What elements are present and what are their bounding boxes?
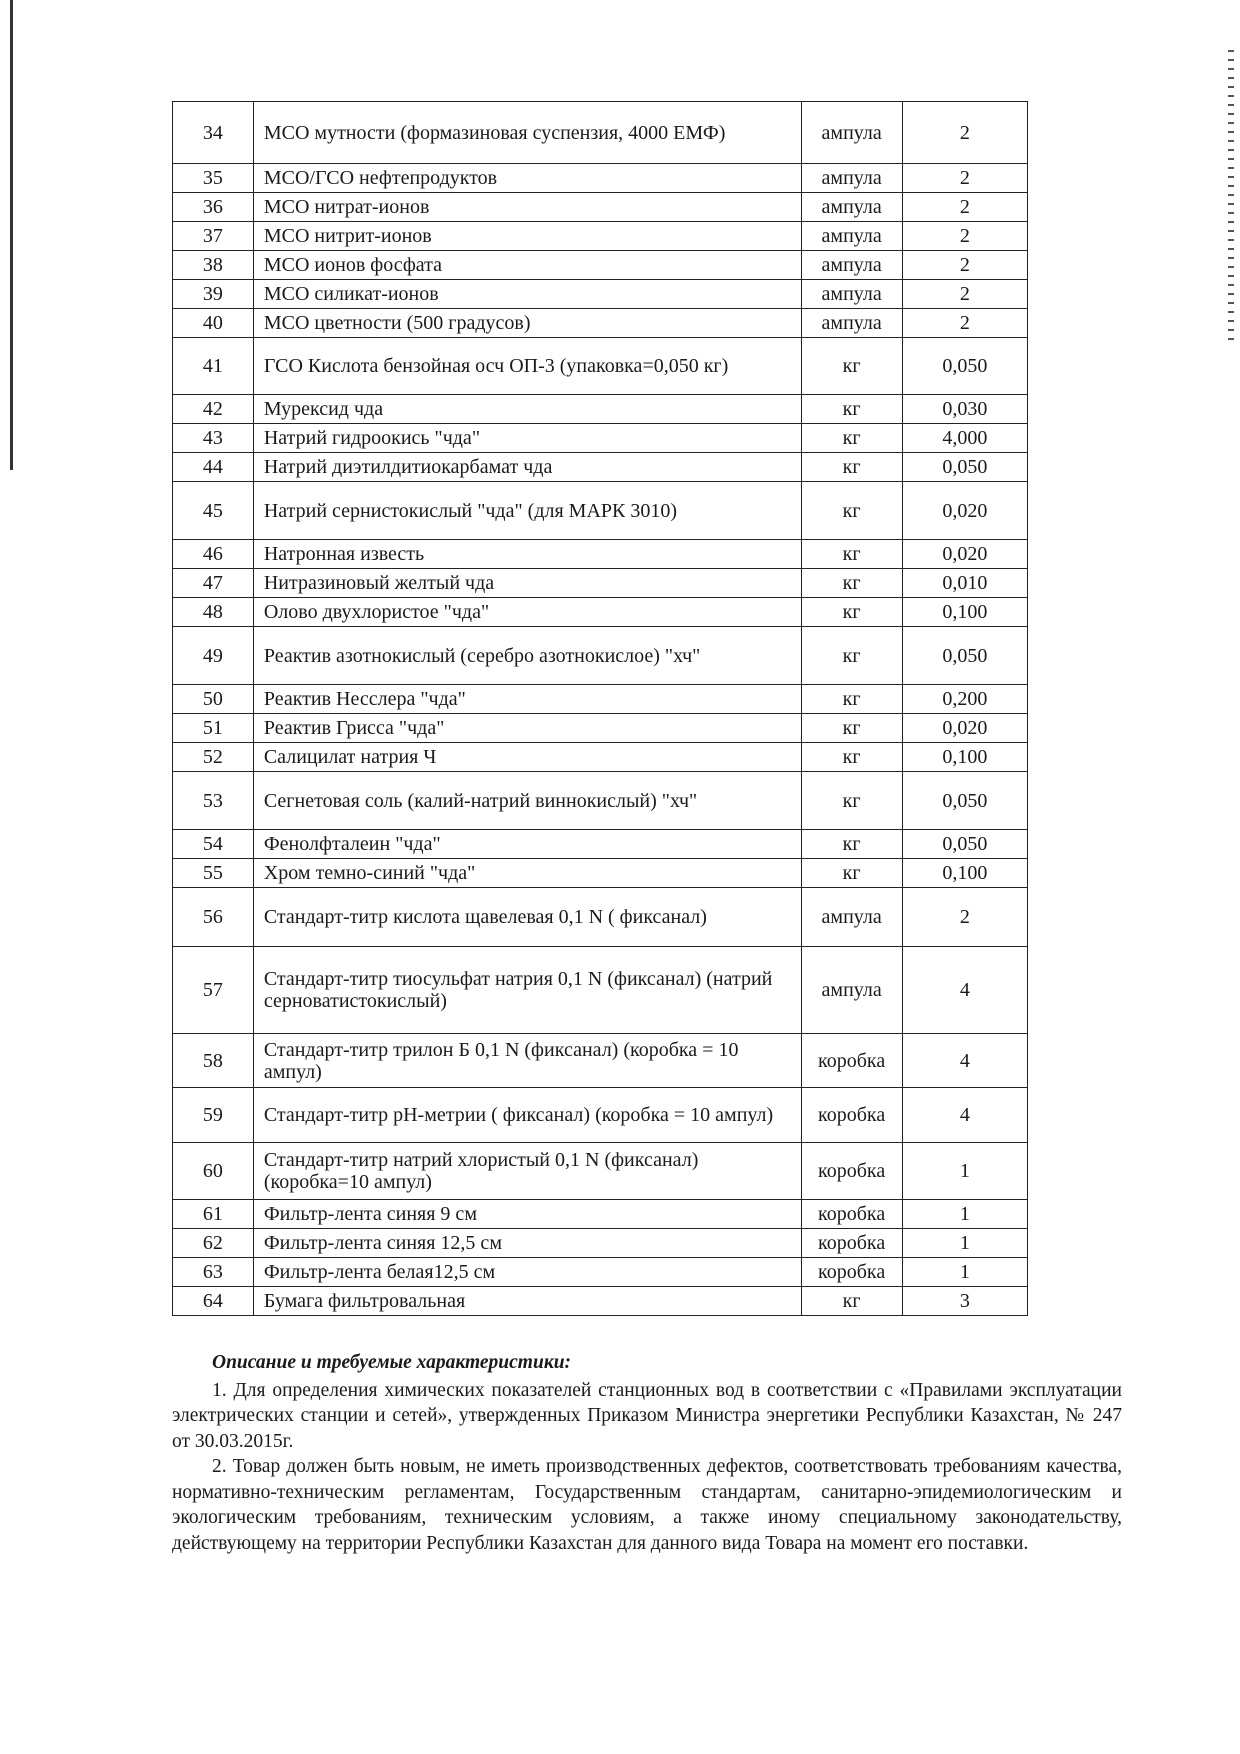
item-quantity: 2: [902, 193, 1027, 222]
row-number: 53: [173, 772, 254, 830]
description-section: [172, 1350, 1122, 1556]
item-name: Фильтр-лента синяя 12,5 см: [253, 1229, 801, 1258]
row-number: 41: [173, 338, 254, 395]
item-quantity: 4: [902, 1034, 1027, 1088]
item-name: ГСО Кислота бензойная осч ОП-3 (упаковка=0,050 кг): [253, 338, 801, 395]
item-unit: кг: [801, 830, 902, 859]
item-unit: коробка: [801, 1034, 902, 1088]
row-number: 40: [173, 309, 254, 338]
description-paragraph-2: 2. Товар должен быть новым, не иметь производственных дефектов, соответствовать требованиям качества, нормативно-техническим регламентам, Государственным стандартам, санитарно-эпидемиологическим и экологическим требованиям, техническим условиям, а также иному специальному законодательству, действующему на территории Республики Казахстан для данного вида Товара на момент его поставки.: [172, 1456, 1122, 1554]
item-name: Реактив Несслера "чда": [253, 685, 801, 714]
item-unit: кг: [801, 598, 902, 627]
row-number: 35: [173, 164, 254, 193]
item-name: Стандарт-титр натрий хлористый 0,1 N (фиксанал) (коробка=10 ампул): [253, 1143, 801, 1200]
item-quantity: 1: [902, 1200, 1027, 1229]
item-quantity: 0,030: [902, 395, 1027, 424]
table-row: [173, 453, 1028, 482]
table-row: [173, 164, 1028, 193]
item-quantity: 3: [902, 1287, 1027, 1316]
item-quantity: 0,100: [902, 598, 1027, 627]
item-quantity: 0,010: [902, 569, 1027, 598]
item-quantity: 0,200: [902, 685, 1027, 714]
table-row: [173, 1287, 1028, 1316]
item-unit: кг: [801, 395, 902, 424]
item-name: Реактив Грисса "чда": [253, 714, 801, 743]
table-row: [173, 309, 1028, 338]
item-unit: кг: [801, 859, 902, 888]
item-name: МСО ионов фосфата: [253, 251, 801, 280]
item-quantity: 2: [902, 222, 1027, 251]
table-row: [173, 1258, 1028, 1287]
item-unit: кг: [801, 743, 902, 772]
row-number: 38: [173, 251, 254, 280]
item-name: Стандарт-титр тиосульфат натрия 0,1 N (фиксанал) (натрий серноватистокислый): [253, 947, 801, 1034]
item-unit: ампула: [801, 102, 902, 164]
item-quantity: 2: [902, 280, 1027, 309]
table-row: [173, 1229, 1028, 1258]
item-unit: коробка: [801, 1088, 902, 1143]
item-unit: коробка: [801, 1229, 902, 1258]
item-name: Фильтр-лента синяя 9 см: [253, 1200, 801, 1229]
row-number: 59: [173, 1088, 254, 1143]
table-row: [173, 598, 1028, 627]
item-unit: кг: [801, 685, 902, 714]
table-row: [173, 888, 1028, 947]
item-name: МСО силикат-ионов: [253, 280, 801, 309]
row-number: 61: [173, 1200, 254, 1229]
item-quantity: 0,020: [902, 714, 1027, 743]
description-title: Описание и требуемые характеристики:: [212, 1352, 572, 1373]
item-quantity: 0,100: [902, 859, 1027, 888]
item-name: Натрий сернистокислый "чда" (для МАРК 3010): [253, 482, 801, 540]
table-row: [173, 424, 1028, 453]
item-name: МСО нитрит-ионов: [253, 222, 801, 251]
table-row: [173, 102, 1028, 164]
row-number: 48: [173, 598, 254, 627]
table-row: [173, 222, 1028, 251]
item-quantity: 0,050: [902, 830, 1027, 859]
item-quantity: 1: [902, 1229, 1027, 1258]
table-row: [173, 251, 1028, 280]
table-row: [173, 627, 1028, 685]
item-unit: кг: [801, 338, 902, 395]
item-unit: ампула: [801, 164, 902, 193]
item-unit: ампула: [801, 947, 902, 1034]
item-quantity: 4: [902, 1088, 1027, 1143]
table-row: [173, 947, 1028, 1034]
row-number: 63: [173, 1258, 254, 1287]
row-number: 45: [173, 482, 254, 540]
item-quantity: 2: [902, 309, 1027, 338]
row-number: 39: [173, 280, 254, 309]
item-name: Стандарт-титр кислота щавелевая 0,1 N ( фиксанал): [253, 888, 801, 947]
item-unit: кг: [801, 569, 902, 598]
table-row: [173, 830, 1028, 859]
row-number: 58: [173, 1034, 254, 1088]
item-name: МСО цветности (500 градусов): [253, 309, 801, 338]
item-unit: коробка: [801, 1200, 902, 1229]
item-unit: коробка: [801, 1258, 902, 1287]
table-row: [173, 569, 1028, 598]
row-number: 56: [173, 888, 254, 947]
item-quantity: 4,000: [902, 424, 1027, 453]
item-name: МСО мутности (формазиновая суспензия, 4000 ЕМФ): [253, 102, 801, 164]
item-unit: кг: [801, 1287, 902, 1316]
item-quantity: 0,020: [902, 540, 1027, 569]
item-quantity: 2: [902, 164, 1027, 193]
row-number: 43: [173, 424, 254, 453]
item-name: Реактив азотнокислый (серебро азотнокислое) "хч": [253, 627, 801, 685]
item-unit: кг: [801, 772, 902, 830]
item-unit: ампула: [801, 888, 902, 947]
item-unit: кг: [801, 714, 902, 743]
description-paragraph-1: 1. Для определения химических показателей станционных вод в соответствии с «Правилами эксплуатации электрических станции и сетей», утвержденных Приказом Министра энергетики Республики Казахстан, № 247 от 30.03.2015г.: [172, 1379, 1122, 1452]
item-unit: ампула: [801, 309, 902, 338]
table-row: [173, 743, 1028, 772]
item-quantity: 1: [902, 1258, 1027, 1287]
table-row: [173, 1034, 1028, 1088]
table-row: [173, 1200, 1028, 1229]
row-number: 37: [173, 222, 254, 251]
items-table: [172, 101, 1028, 1316]
item-quantity: 0,050: [902, 338, 1027, 395]
row-number: 57: [173, 947, 254, 1034]
item-name: Олово двухлористое "чда": [253, 598, 801, 627]
item-quantity: 1: [902, 1143, 1027, 1200]
item-unit: кг: [801, 627, 902, 685]
table-row: [173, 1088, 1028, 1143]
item-name: Стандарт-титр рН-метрии ( фиксанал) (коробка = 10 ампул): [253, 1088, 801, 1143]
row-number: 44: [173, 453, 254, 482]
item-unit: ампула: [801, 193, 902, 222]
item-name: Фильтр-лента белая12,5 см: [253, 1258, 801, 1287]
row-number: 52: [173, 743, 254, 772]
item-name: Бумага фильтровальная: [253, 1287, 801, 1316]
item-unit: кг: [801, 540, 902, 569]
item-name: Хром темно-синий "чда": [253, 859, 801, 888]
row-number: 64: [173, 1287, 254, 1316]
item-unit: коробка: [801, 1143, 902, 1200]
table-row: [173, 714, 1028, 743]
item-unit: кг: [801, 453, 902, 482]
row-number: 36: [173, 193, 254, 222]
item-unit: ампула: [801, 280, 902, 309]
item-name: Натрий диэтилдитиокарбамат чда: [253, 453, 801, 482]
table-row: [173, 280, 1028, 309]
row-number: 50: [173, 685, 254, 714]
item-quantity: 2: [902, 102, 1027, 164]
item-name: Салицилат натрия Ч: [253, 743, 801, 772]
item-quantity: 2: [902, 888, 1027, 947]
item-unit: кг: [801, 424, 902, 453]
table-row: [173, 772, 1028, 830]
row-number: 34: [173, 102, 254, 164]
item-unit: кг: [801, 482, 902, 540]
item-name: Сегнетовая соль (калий-натрий виннокислый) "хч": [253, 772, 801, 830]
item-unit: ампула: [801, 222, 902, 251]
item-name: Нитразиновый желтый чда: [253, 569, 801, 598]
row-number: 62: [173, 1229, 254, 1258]
item-quantity: 0,020: [902, 482, 1027, 540]
table-row: [173, 859, 1028, 888]
row-number: 47: [173, 569, 254, 598]
item-quantity: 4: [902, 947, 1027, 1034]
table-row: [173, 1143, 1028, 1200]
item-unit: ампула: [801, 251, 902, 280]
item-quantity: 0,100: [902, 743, 1027, 772]
item-quantity: 0,050: [902, 627, 1027, 685]
table-row: [173, 540, 1028, 569]
row-number: 60: [173, 1143, 254, 1200]
item-quantity: 2: [902, 251, 1027, 280]
item-name: МСО/ГСО нефтепродуктов: [253, 164, 801, 193]
table-row: [173, 338, 1028, 395]
row-number: 55: [173, 859, 254, 888]
item-quantity: 0,050: [902, 772, 1027, 830]
table-row: [173, 482, 1028, 540]
table-row: [173, 395, 1028, 424]
row-number: 54: [173, 830, 254, 859]
row-number: 49: [173, 627, 254, 685]
item-name: Фенолфталеин "чда": [253, 830, 801, 859]
scan-edge-mark: [10, 0, 13, 470]
item-name: Натрий гидроокись "чда": [253, 424, 801, 453]
item-name: Мурексид чда: [253, 395, 801, 424]
item-quantity: 0,050: [902, 453, 1027, 482]
items-table-body: [173, 102, 1028, 1316]
table-row: [173, 193, 1028, 222]
row-number: 42: [173, 395, 254, 424]
item-name: Стандарт-титр трилон Б 0,1 N (фиксанал) (коробка = 10 ампул): [253, 1034, 801, 1088]
item-name: Натронная известь: [253, 540, 801, 569]
table-row: [173, 685, 1028, 714]
scan-margin-marks: [1228, 50, 1234, 340]
item-name: МСО нитрат-ионов: [253, 193, 801, 222]
row-number: 46: [173, 540, 254, 569]
row-number: 51: [173, 714, 254, 743]
